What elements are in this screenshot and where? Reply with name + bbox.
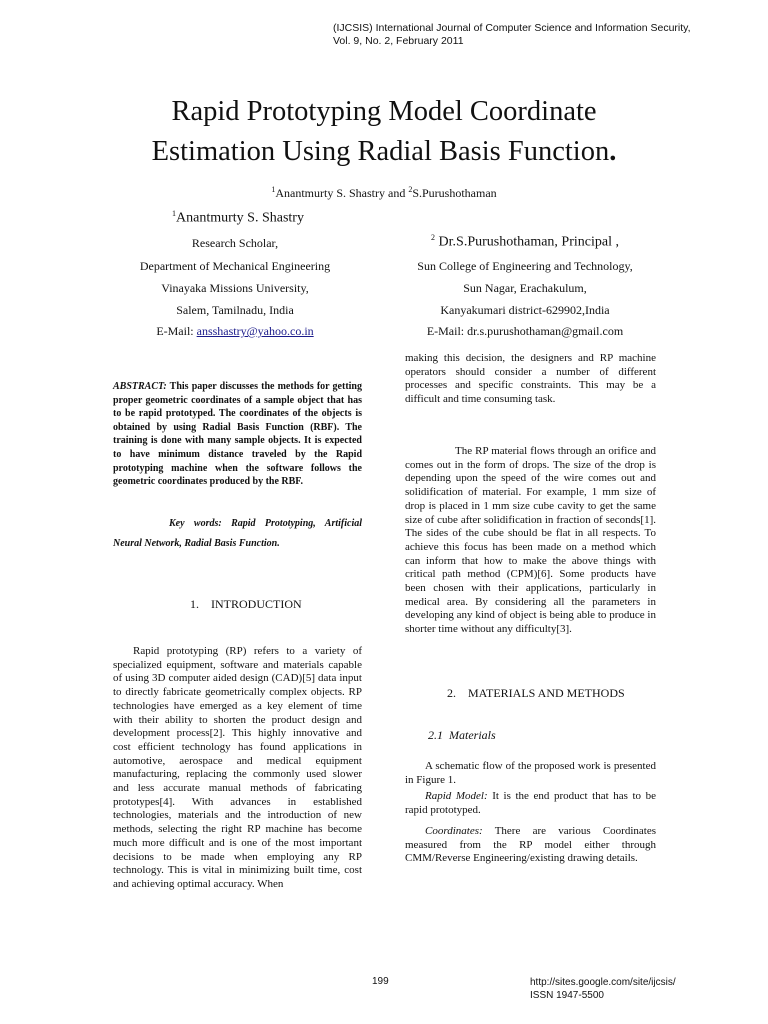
author2-town: Sun Nagar, Erachakulum,: [463, 281, 587, 295]
introduction-text: Rapid prototyping (RP) refers to a variety of specialized equipment, software and materials capable of using 3D computer aided design (CAD)[5] data input to directly fabricate geometrically complex objects. RP technologies have emerged as a key element of time with their ability to shorten the product design and development process[2]. This highly innovative and cost efficient technology has found applications in automotive, aerospace and medical equipment manufacturing, replacing the commonly used slower and less accurate manual methods of fabricating prototypes[4]. With advances in established technologies, materials and the introduction of new methods, selecting the right RP machine has become much more difficult and is one of the most important decisions to be made when employing any RP technology. This is vital in minimizing built time, cost and achieving optimal accuracy. When: [113, 645, 362, 890]
keywords: Key words: Rapid Prototyping, Artificial Neural Network, Radial Basis Function.: [113, 518, 362, 549]
author1-role: Research Scholar,: [191, 236, 279, 250]
page-number: 199: [372, 976, 389, 987]
subsection-2-1-heading: 2.1 Materials: [428, 728, 496, 742]
section-2-heading: 2. MATERIALS AND METHODS: [447, 686, 625, 700]
author1-name: [172, 209, 304, 227]
right-col-para-1: making this decision, the designers and RP machine operators should consider a number of different processes and specific constraints. This may be a difficult and time consuming task.: [405, 352, 656, 406]
coordinates-label: Coordinates:: [425, 825, 483, 837]
author2-district: Kanyakumari district-629902,India: [440, 303, 610, 317]
journal-header: [333, 22, 713, 48]
author2-college: Sun College of Engineering and Technology,: [417, 259, 633, 273]
author-sup-2: 2: [408, 185, 413, 194]
abstract: [113, 380, 362, 489]
author2-name: [380, 233, 670, 251]
footer-issn: ISSN 1947-5500: [530, 990, 604, 1001]
title-line-2-text: Estimation Using Radial Basis Function: [151, 136, 610, 167]
author2-email-label: E-Mail:: [426, 324, 468, 338]
title-line-1: Rapid Prototyping Model Coordinate: [171, 96, 597, 127]
footer-info: [530, 976, 676, 1002]
author1-city: Salem, Tamilnadu, India: [176, 303, 294, 317]
authors-line-name-2: S.Purushothaman: [412, 186, 497, 200]
materials-para-2: [405, 790, 656, 817]
journal-volume: Vol. 9, No. 2, February 2011: [333, 35, 464, 47]
title-period: .: [609, 136, 617, 167]
author1-email-label: E-Mail:: [156, 324, 197, 338]
coordinates-text: There are various Coordinates measured from the RP model either through CMM/Reverse Engineering/existing drawing details.: [405, 825, 656, 865]
footer-url: http://sites.google.com/site/ijcsis/: [530, 977, 676, 988]
materials-para-1: A schematic flow of the proposed work is presented in Figure 1.: [405, 760, 656, 786]
author2-name-text: Dr.S.Purushothaman, Principal ,: [435, 234, 619, 250]
author1-email-row: [100, 324, 370, 339]
author2-email: dr.s.purushothaman@gmail.com: [467, 324, 624, 338]
journal-name: (IJCSIS) International Journal of Computer Science and Information Security,: [333, 22, 691, 34]
author-sup-1: 1: [271, 185, 276, 194]
paper-title: [60, 92, 708, 172]
section-1-heading: 1. INTRODUCTION: [190, 597, 302, 611]
authors-line-name-1: Anantmurty S. Shastry and: [275, 186, 409, 200]
materials-para-3: [405, 825, 656, 866]
right-col-para-2: The RP material flows through an orifice and comes out in the form of drops. The size of the drop is depending upon the speed of the wire comes out and solidification of material. For example, 1 mm size of drop is placed in 1 mm size cube cavity to get the same size of cube after solidification in fraction of seconds[1]. The sides of the cube should be flat in all respects. To achieve this focus has been made on a method which can inform that how to make the above things with critical path method (CPM)[6]. Some products have been chosen with their applications, particularly in medical area. By considering all the parameters in developing any kind of object is being able to produce in shorter time without any difficulty[3].: [405, 445, 656, 636]
abstract-text: This paper discusses the methods for getting proper geometric coordinates of a sample object that has to be rapid prototyped. The coordinates of the objects is obtained by using Radial Basis Function (RBF). The training is done with many sample objects. It is expected to have minimum distance traveled by the Rapid prototyping machine when the software follows the geometric coordinates produced by the RBF.: [113, 381, 362, 488]
author2-sup: 2: [431, 233, 436, 242]
rapid-model-label: Rapid Model:: [425, 790, 488, 802]
author1-email-link[interactable]: ansshastry@yahoo.co.in: [196, 324, 314, 338]
authors-line: [100, 185, 668, 201]
author1-name-text: Anantmurty S. Shastry: [176, 210, 304, 226]
rapid-model-text: It is the end product that has to be rapid prototyped.: [405, 790, 657, 816]
author1-university: Vinayaka Missions University,: [161, 281, 309, 295]
title-line-2: [60, 132, 708, 172]
author2-email-row: [380, 324, 670, 339]
abstract-label: ABSTRACT:: [113, 381, 167, 392]
author1-dept: Department of Mechanical Engineering: [139, 259, 331, 273]
author1-sup: 1: [172, 209, 176, 218]
